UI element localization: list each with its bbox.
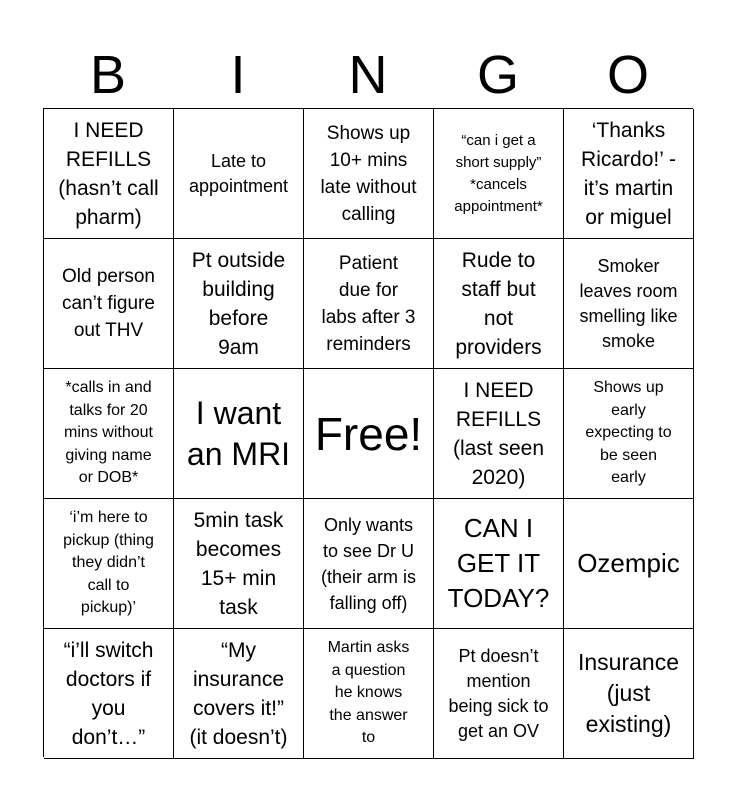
cell-text: Patient due for labs after 3 reminders: [321, 252, 416, 355]
cell-text: Late to appointment: [188, 150, 289, 196]
bingo-cell[interactable]: [434, 499, 564, 629]
free-space[interactable]: [304, 369, 434, 499]
bingo-cell[interactable]: [564, 629, 694, 759]
cell-text: Ozempic: [577, 548, 680, 578]
cell-text: Old person can’t figure out THV: [62, 266, 155, 341]
bingo-cell[interactable]: [304, 499, 434, 629]
bingo-cell[interactable]: [434, 109, 564, 239]
bingo-cell[interactable]: [434, 369, 564, 499]
header-letter-i: I: [230, 45, 246, 105]
header-letter-n: N: [348, 45, 388, 105]
cell-text: Free!: [314, 407, 423, 460]
bingo-header: [43, 40, 693, 110]
header-letter-o: O: [606, 45, 649, 105]
cell-text: I want an MRI: [186, 394, 291, 472]
bingo-board: [43, 108, 693, 757]
cell-text: I NEED REFILLS (last seen 2020): [452, 378, 545, 489]
bingo-cell[interactable]: [434, 239, 564, 369]
header-letter-b: B: [89, 45, 127, 105]
cell-text: ‘i’m here to pickup (thing they didn’t call to pickup)’: [63, 509, 154, 617]
cell-text: “i’ll switch doctors if you don’t…”: [63, 638, 154, 749]
bingo-cell[interactable]: [564, 369, 694, 499]
cell-text: Only wants to see Dr U (their arm is falling off): [320, 514, 416, 613]
bingo-cell[interactable]: [304, 629, 434, 759]
bingo-cell[interactable]: [44, 109, 174, 239]
bingo-cell[interactable]: [564, 109, 694, 239]
bingo-cell[interactable]: [304, 109, 434, 239]
bingo-cell[interactable]: [174, 369, 304, 499]
cell-text: Martin asks a question he knows the answer to: [327, 639, 410, 747]
cell-text: “can i get a short supply” *cancels appointment*: [454, 131, 543, 215]
bingo-cell[interactable]: [174, 239, 304, 369]
bingo-cell[interactable]: [44, 629, 174, 759]
bingo-cell[interactable]: [44, 499, 174, 629]
cell-text: 5min task becomes 15+ min task: [193, 508, 284, 619]
cell-text: CAN I GET IT TODAY?: [447, 513, 550, 613]
bingo-cell[interactable]: [174, 109, 304, 239]
cell-text: ‘Thanks Ricardo!’ - it’s martin or miguel: [581, 118, 676, 229]
cell-text: *calls in and talks for 20 mins without giving name or DOB*: [64, 379, 153, 487]
bingo-cell[interactable]: [174, 629, 304, 759]
bingo-cell[interactable]: [44, 239, 174, 369]
cell-text: Smoker leaves room smelling like smoke: [579, 255, 678, 351]
bingo-cell[interactable]: [564, 499, 694, 629]
bingo-cell[interactable]: [564, 239, 694, 369]
bingo-cell[interactable]: [304, 239, 434, 369]
cell-text: Shows up early expecting to be seen early: [585, 379, 672, 487]
cell-text: Insurance (just existing): [577, 649, 679, 737]
cell-text: I NEED REFILLS (hasn’t call pharm): [58, 118, 159, 229]
bingo-cell[interactable]: [44, 369, 174, 499]
cell-text: Rude to staff but not providers: [455, 248, 542, 359]
bingo-cell[interactable]: [174, 499, 304, 629]
cell-text: Shows up 10+ mins late without calling: [320, 122, 417, 225]
header-letter-g: G: [476, 45, 519, 105]
bingo-cell[interactable]: [434, 629, 564, 759]
cell-text: Pt doesn’t mention being sick to get an OV: [448, 645, 549, 741]
cell-text: Pt outside building before 9am: [191, 248, 286, 359]
cell-text: “My insurance covers it!” (it doesn’t): [189, 638, 288, 749]
